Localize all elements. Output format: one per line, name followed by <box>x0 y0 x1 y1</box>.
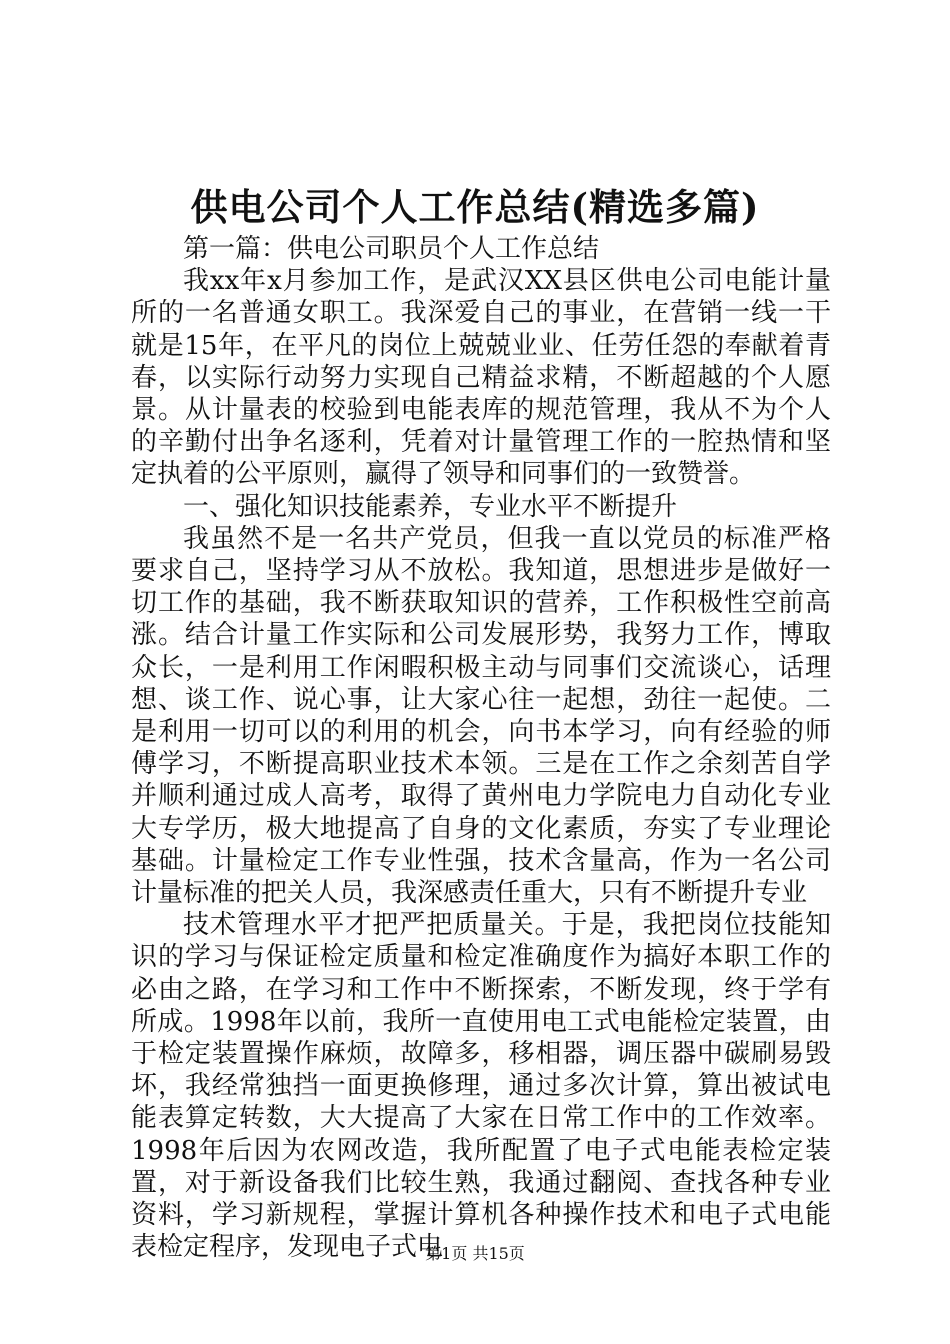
page-number-footer: 第1页 共15页 <box>425 1244 525 1263</box>
section-heading-first: 第一篇：供电公司职员个人工作总结 <box>183 234 600 264</box>
section-heading-one: 一、强化知识技能素养，专业水平不断提升 <box>183 491 678 522</box>
document-title: 供电公司个人工作总结(精选多篇) <box>190 185 760 229</box>
body-paragraph: 技术管理水平才把严把质量关。于是，我把岗位技能知识的学习与保证检定质量和检定准确度作为搞好本职工作的必由之路，在学习和工作中不断探索，不断发现，终于学有所成。1998年以前，我所一直使用电工式电能检定装置，由于检定装置操作麻烦，故障多，移相器，调压器中碳刷易毁坏，我经常独挡一面更换修理，通过多次计算，算出被试电能表算定转数，大大提高了大家在日常工作中的工作效率。1998年后因为农网改造，我所配置了电子式电能表检定装置，对于新设备我们比较生熟，我通过翻阅、查找各种专业资料，学习新规程，掌握计算机各种操作技术和电子式电能表检定程序，发现电子式电 <box>131 910 831 1263</box>
body-paragraph: 我xx年x月参加工作，是武汉XX县区供电公司电能计量所的一名普通女职工。我深爱自己的事业，在营销一线一干就是15年，在平凡的岗位上兢兢业业、任劳任怨的奉献着青春，以实际行动努力实现自己精益求精，不断超越的个人愿景。从计量表的校验到电能表库的规范管理，我从不为个人的辛勤付出争名逐利，凭着对计量管理工作的一腔热情和坚定执着的公平原则，赢得了领导和同事们的一致赞誉。 <box>131 266 831 490</box>
document-body <box>131 233 831 1264</box>
body-paragraph: 我虽然不是一名共产党员，但我一直以党员的标准严格要求自己，坚持学习从不放松。我知道，思想进步是做好一切工作的基础，我不断获取知识的营养，工作积极性空前高涨。结合计量工作实际和公司发展形势，我努力工作，博取众长，一是利用工作闲暇积极主动与同事们交流谈心，话理想、谈工作、说心事，让大家心往一起想，劲往一起使。二是利用一切可以的利用的机会，向书本学习，向有经验的师傅学习，不断提高职业技术本领。三是在工作之余刻苦自学并顺利通过成人高考，取得了黄州电力学院电力自动化专业大专学历，极大地提高了自身的文化素质，夯实了专业理论基础。计量检定工作专业性强，技术含量高，作为一名公司计量标准的把关人员，我深感责任重大，只有不断提升专业 <box>131 523 831 909</box>
